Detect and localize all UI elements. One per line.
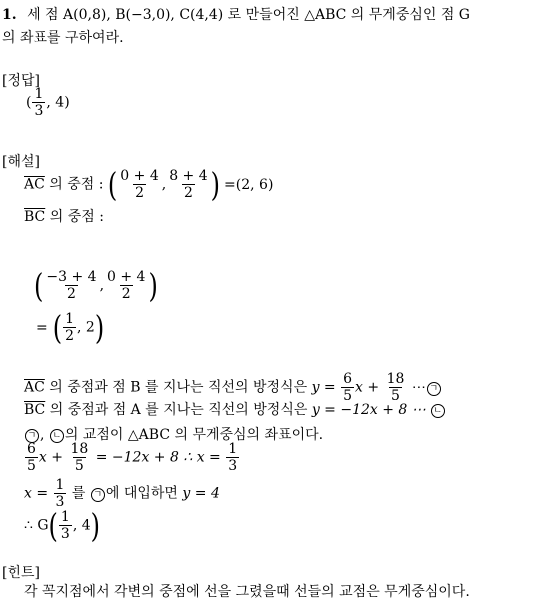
hint-header: [힌트] — [2, 565, 40, 581]
problem-line-2 — [2, 31, 124, 45]
intersection-line: ㄱ , ㄴ 의 교점이 △ABC 의 무게중심의 좌표이다. — [24, 428, 323, 443]
circled-2-icon: ㄴ — [50, 429, 64, 443]
bc-midpoint-result: = ( $\frac{1}{2}$ , 2) — [36, 308, 105, 347]
problem-text-1: 세 점 A(0,8), B(−3,0), C(4,4) 로 만들어진 △ABC 의 무게중심인 점 G — [27, 7, 470, 23]
answer-fraction: $\frac{1}{3}$ — [34, 86, 44, 119]
problem-line-1 — [2, 8, 470, 22]
segment-bc: $\overline{BC}$ — [24, 209, 46, 225]
solution-header: [해설] — [2, 154, 40, 170]
ac-midpoint-line: $\overline{AC}$ 의 중점 : ( $\frac{0 + 4}{2}$ , $\frac{8 + 4}{2}$ ) =(2, 6) — [24, 165, 274, 204]
circled-1-icon: ㄱ — [91, 488, 105, 502]
circled-1-icon: ㄱ — [25, 429, 39, 443]
final-g-line: ∴ G( $\frac{1}{3}$ , 4) — [24, 506, 101, 545]
answer-header: [정답] — [2, 73, 40, 89]
answer-value: ( $\frac{1}{3}$ , 4) — [26, 86, 70, 119]
problem-number: 1. — [2, 7, 17, 23]
bc-midpoint-line: $\overline{BC}$ 의 중점 : — [24, 209, 104, 225]
bc-midpoint-expr: ( $\frac{-3 + 4}{2}$ , $\frac{0 + 4}{2}$ ) — [34, 266, 158, 305]
circled-1-icon: ㄱ — [427, 382, 441, 396]
problem-text-2: 의 좌표를 구하여라. — [2, 30, 124, 46]
solve-x-line: $\frac{6}{5}$ x + $\frac{18}{5}$ = −12x + 8 ∴ x = $\frac{1}{3}$ — [27, 441, 238, 474]
segment-ac: $\overline{AC}$ — [24, 176, 45, 193]
line-equation-b: $\overline{BC}$ 의 중점과 점 A 를 지나는 직선의 방정식은 y = −12x + 8 ⋯ ㄴ — [24, 403, 446, 418]
line-equation-a: $\overline{AC}$ 의 중점과 점 B 를 지나는 직선의 방정식은 y = $\frac{6}{5}$ x + $\frac{18}{5}$ ⋯ ㄱ — [24, 372, 442, 403]
hint-text: 각 꼭지점에서 각변의 중점에 선을 그렸을때 선들의 교점은 무게중심이다. — [24, 584, 470, 600]
circled-2-icon: ㄴ — [431, 404, 445, 418]
substitute-line: x = $\frac{1}{3}$ 를 ㄱ 에 대입하면 y = 4 — [24, 477, 220, 510]
